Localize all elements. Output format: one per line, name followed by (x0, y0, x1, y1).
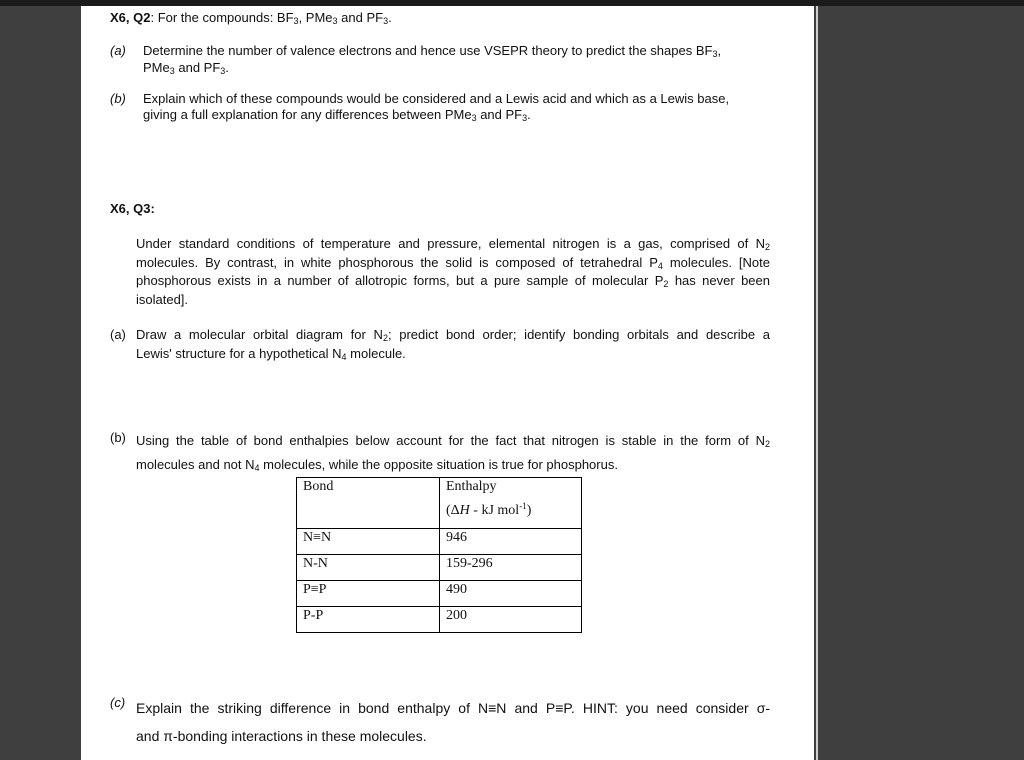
bond-enthalpy-table (296, 477, 582, 633)
table-cell-bond: P≡P (297, 581, 440, 607)
table-cell-enthalpy: 946 (440, 529, 582, 555)
table-cell-enthalpy: 490 (440, 581, 582, 607)
q2-b-line1: Explain which of these compounds would be considered and a Lewis acid and which as a Lewis base, (143, 91, 730, 106)
table-row (297, 555, 582, 581)
table-row (297, 607, 582, 633)
page-edge-line (816, 6, 818, 760)
q3-a-label: (a) (110, 327, 126, 342)
q3-intro-paragraph: Under standard conditions of temperature and pressure, elemental nitrogen is a gas, comprised of $N_2$ molecules. By contrast, in white phosphorous the solid is composed of tetrahedral $P_4$ molecules. [Note phosphorous exists in a number of allotropic forms, but a pure sample of molecular $P_2$ has never been isolated]. (136, 236, 770, 307)
q3-heading: X6, Q3: (110, 201, 155, 216)
document-page (81, 6, 814, 760)
table-cell-bond: N-N (297, 555, 440, 581)
q2-a-line1: Determine the number of valence electrons and hence use VSEPR theory to predict the shapes $BF_3$, (143, 43, 722, 59)
q2-b-line2: giving a full explanation for any differences between PMe$_3$ and $PF_3$. (143, 107, 531, 123)
table-cell-enthalpy: 200 (440, 607, 582, 633)
table-header-bond: Bond (297, 478, 440, 529)
q3-a-text: Draw a molecular orbital diagram for $N_2$; predict bond order; identify bonding orbitals and describe a Lewis' structure for a hypothetical $N_4$ molecule. (136, 327, 770, 362)
q2-b-label: (b) (110, 91, 126, 106)
q2-a-label: (a) (110, 43, 126, 58)
q3-c-label: (c) (110, 695, 126, 710)
table-header-enthalpy: Enthalpy (ΔH - kJ mol$^{-1}$) (440, 478, 582, 529)
q2-heading: X6, Q2 (110, 10, 151, 25)
table-cell-enthalpy: 159-296 (440, 555, 582, 581)
q2-a-line2: PMe$_3$ and $PF_3$. (143, 60, 229, 76)
table-row (297, 529, 582, 555)
table-cell-bond: N≡N (297, 529, 440, 555)
table-header-row (297, 478, 582, 529)
table-row (297, 581, 582, 607)
q3-c-text: Explain the striking difference in bond enthalpy of N≡N and P≡P. HINT: you need consider σ- and π-bonding interactions in these molecules. (136, 700, 770, 744)
q3-b-label: (b) (110, 430, 126, 445)
q2-heading-line: X6, Q2: For the compounds: $BF_3$, PMe$_3$ and $PF_3$. (110, 10, 392, 26)
table-cell-bond: P-P (297, 607, 440, 633)
q3-b-text: Using the table of bond enthalpies below account for the fact that nitrogen is stable in the form of $N_2$ molecules and not $N_4$ molecules, while the opposite situation is true for phosphorus. (136, 433, 770, 473)
